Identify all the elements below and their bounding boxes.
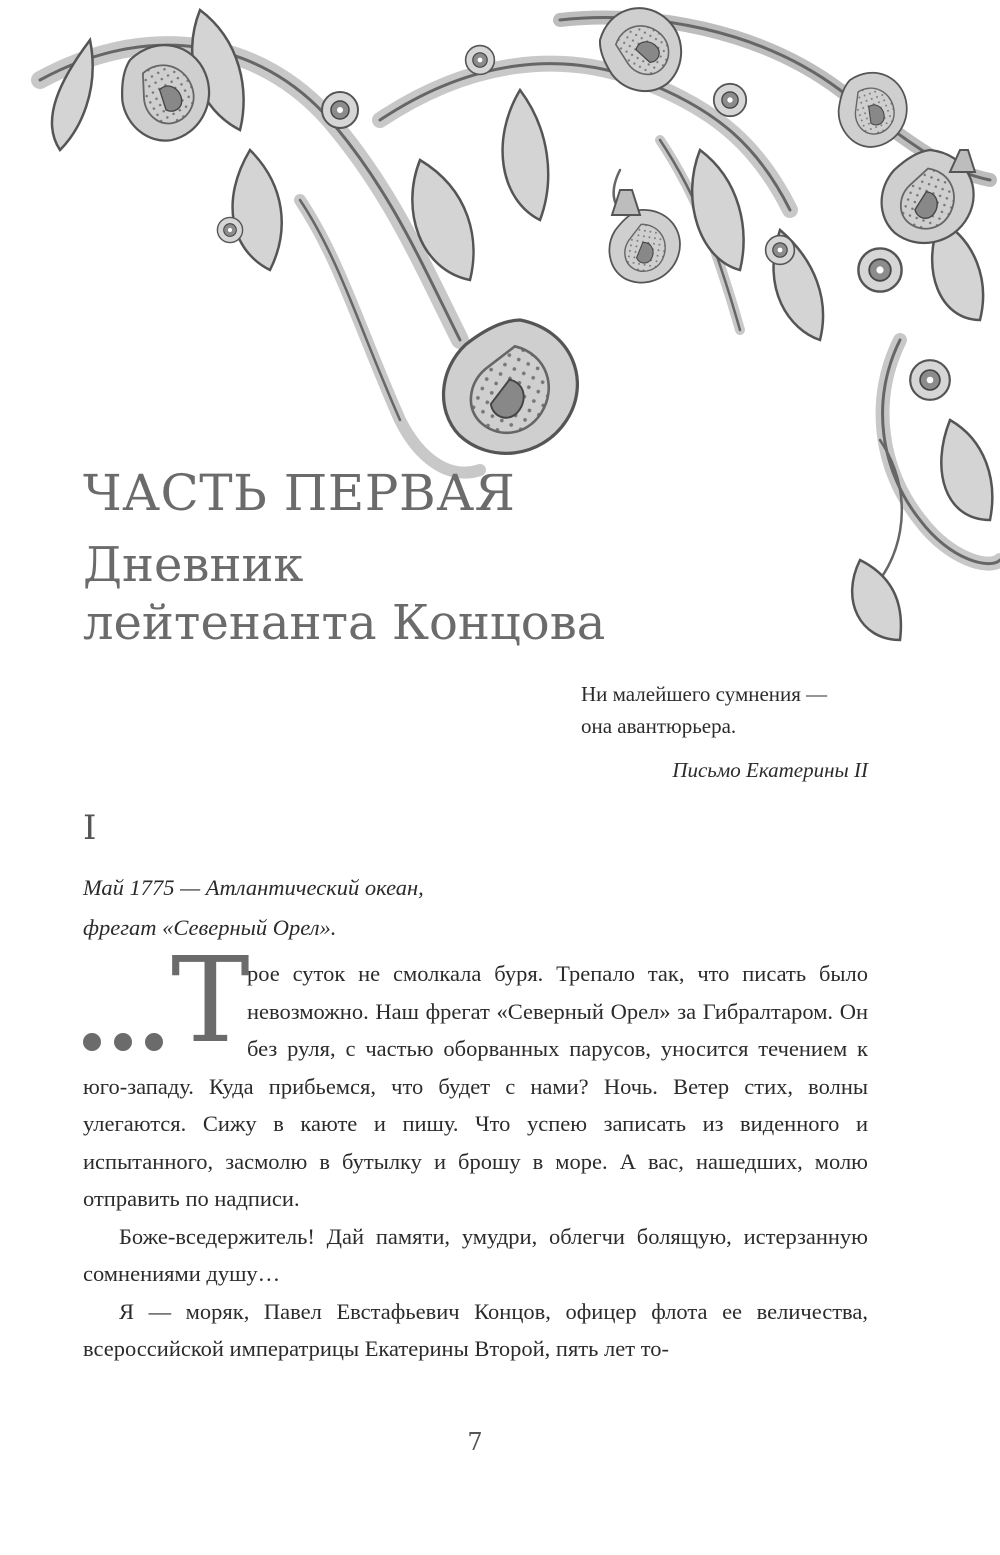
- page-number: 7: [467, 1428, 483, 1456]
- paragraph-1-text: рое суток не смолкала буря. Трепало так, что писать было невозможно. Наш фрегат «Северный Орел» за Гибралтаром. Он без руля, с частью оборванных парусов, уносится течением к юго-западу. Куда прибьемся, что будет с нами? Ночь. Ветер стих, волны улегаются. Сижу в каюте и пишу. Что успею записать из виденного и испытанного, засмолю в бутылку и брошу в море. А вас, нашедших, молю отправить по надписи.: [83, 961, 868, 1211]
- epigraph: [581, 678, 881, 786]
- chapter-number: I: [83, 808, 97, 848]
- paragraph-2: Боже-вседержитель! Дай памяти, умудри, облегчи болящую, истерзанную сомнениями душу…: [83, 1223, 868, 1286]
- ellipsis-dots-icon: [83, 1033, 173, 1053]
- paragraph-3: Я — моряк, Павел Евстафьевич Концов, офицер флота ее величества, всероссийской императрицы Екатерины Второй, пять лет то-: [83, 1298, 868, 1361]
- body-text: [83, 931, 868, 1368]
- part-title: ЧАСТЬ ПЕРВАЯ: [83, 464, 516, 522]
- part-subtitle-line2: лейтенанта Концова: [83, 595, 606, 651]
- part-subtitle: [83, 536, 703, 652]
- drop-cap: [83, 931, 250, 1069]
- paragraph-1: [83, 931, 868, 1218]
- drop-cap-letter: Т: [171, 931, 250, 1069]
- dateline-line1: Май 1775 — Атлантический океан,: [83, 875, 424, 900]
- epigraph-line2: она авантюрьера.: [581, 714, 737, 738]
- dateline-line2: фрегат «Северный Орел».: [83, 915, 337, 940]
- epigraph-source: Письмо Екатерины II: [672, 758, 868, 782]
- part-subtitle-line1: Дневник: [83, 537, 304, 593]
- epigraph-line1: Ни малейшего сумнения —: [581, 682, 828, 706]
